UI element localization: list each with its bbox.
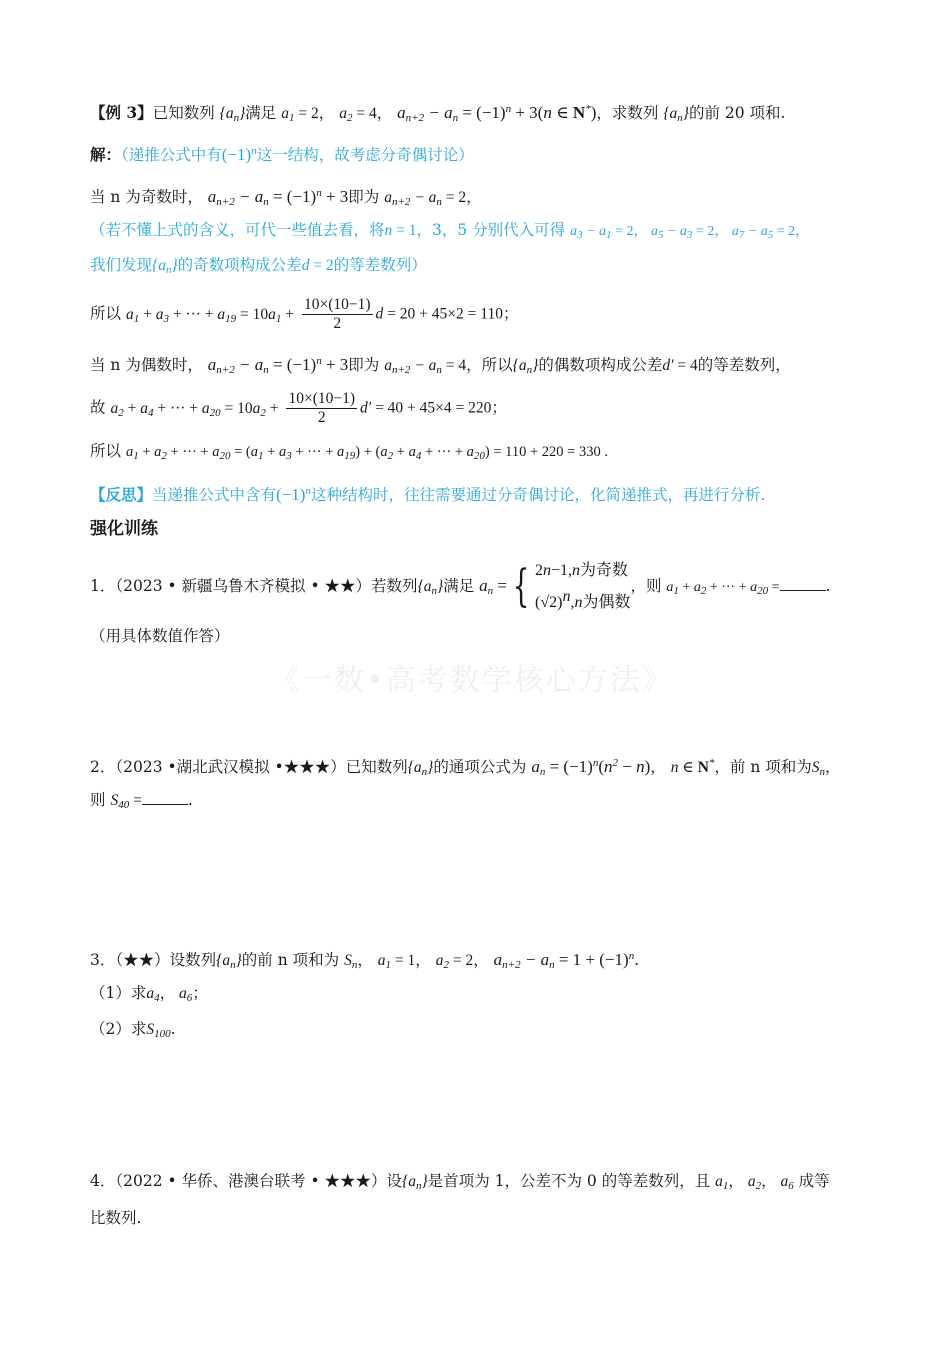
answer-blank [142,790,188,805]
problem-2: 2．（2023 •湖北武汉模拟 •★★★）已知数列{an}的通项公式为 an = $(-1)^n(n^2 - n)$， n ∈ N*，前 n 项和为Sn， [90,757,841,778]
odd-sum: 所以 a1 + a3 + ··· + a19 = 10a1 + $\frac{10\times(10-1)}{2}$ d = 20 + 45×2 = 110； [90,296,519,332]
odd-note-line1: （若不懂上式的含义，可代一些值去看，将n = 1，3，5 分别代入可得 $a_3 - a_1 = 2$， $a_5 - a_3 = 2$， $a_7 - a_5 = 2$， [90,221,810,241]
watermark: 《一数•高考数学核心方法》 [270,663,674,698]
total-sum: 所以 $a_1 + a_2$ + ··· + $a_{20} = (a_1 + a_3$ + ··· + $a_{19}) + (a_2 + a_4$ + ··· + $a_{20}) = 110 + 220 = 330$ . [90,442,608,462]
problem-3-q2: （2）求S100. [90,1020,176,1040]
reflection: 【反思】当递推公式中含有$(-1)^n$这种结构时，往往需要通过分奇偶讨论，化简递推式，再进行分析. [90,485,766,504]
problem-4-line2: 比数列. [90,1209,142,1227]
problem-4: 4．（2022 • 华侨、港澳台联考 • ★★★）设{an}是首项为 1，公差不为 0 的等差数列，且 a1， a2， a6 成等 [90,1172,830,1192]
example-tag: 【例 3】 [90,103,153,122]
problem-3-q1: （1）求a4， a6； [90,984,208,1004]
formula-a1: a1 = 2 [281,105,319,124]
answer-blank [780,576,826,591]
even-sum: 故 a2 + a4 + ··· + a20 = 10a2 + $\frac{10\times(10-1)}{2}$ d′ = 40 + 45×4 = 220； [90,390,507,426]
odd-note-line2: 我们发现{an}的奇数项构成公差d = 2的等差数列） [90,256,427,276]
solution-hint: 解：（递推公式中有$(-1)^n$这一结构，故考虑分奇偶讨论） [90,145,474,164]
solution-label: 解： [90,145,122,164]
sequence-symbol: {an} [219,105,246,124]
problem-2-line2: 则 S40 = . [90,791,193,811]
problem-1: 1．（2023 • 新疆乌鲁木齐模拟 • ★★）若数列{an}满足 an = { 2n−1,n为奇数 (√2)n,n为偶数 ，则 $a_1 + a_2$ + ··· + $a_{20}$ = . [90,558,830,619]
odd-case: 当 n 为奇数时， an+2 − an = $(-1)^n + 3$即为 an+2 − an = 2， [90,187,482,208]
problem-1-note: （用具体数值作答） [90,627,230,645]
formula-a2: a2 = 4 [339,105,377,124]
piecewise-cases: 2n−1,n为奇数 (√2)n,n为偶数 [535,562,631,611]
even-case: 当 n 为偶数时， an+2 − an = $(-1)^n + 3$即为 an+2 − an = 4，所以{an}的偶数项构成公差d′ = 4的等差数列， [90,355,791,376]
problem-3: 3．（★★）设数列{an}的前 n 项和为 Sn， a1 = 1， a2 = 2， an+2 − an = $1 + (-1)^n$. [90,950,640,971]
reflection-tag: 【反思】 [90,485,153,504]
example-statement: 【例 3】已知数列 {an}满足 a1 = 2， a2 = 4， an+2 − an = $(-1)^n + 3(n$ ∈ N*)，求数列 {an}的前 20 项和. [90,103,786,124]
formula-recurrence: an+2 − an = $(-1)^n + 3(n$ ∈ N*) [397,103,597,124]
section-title: 强化训练 [90,519,158,539]
